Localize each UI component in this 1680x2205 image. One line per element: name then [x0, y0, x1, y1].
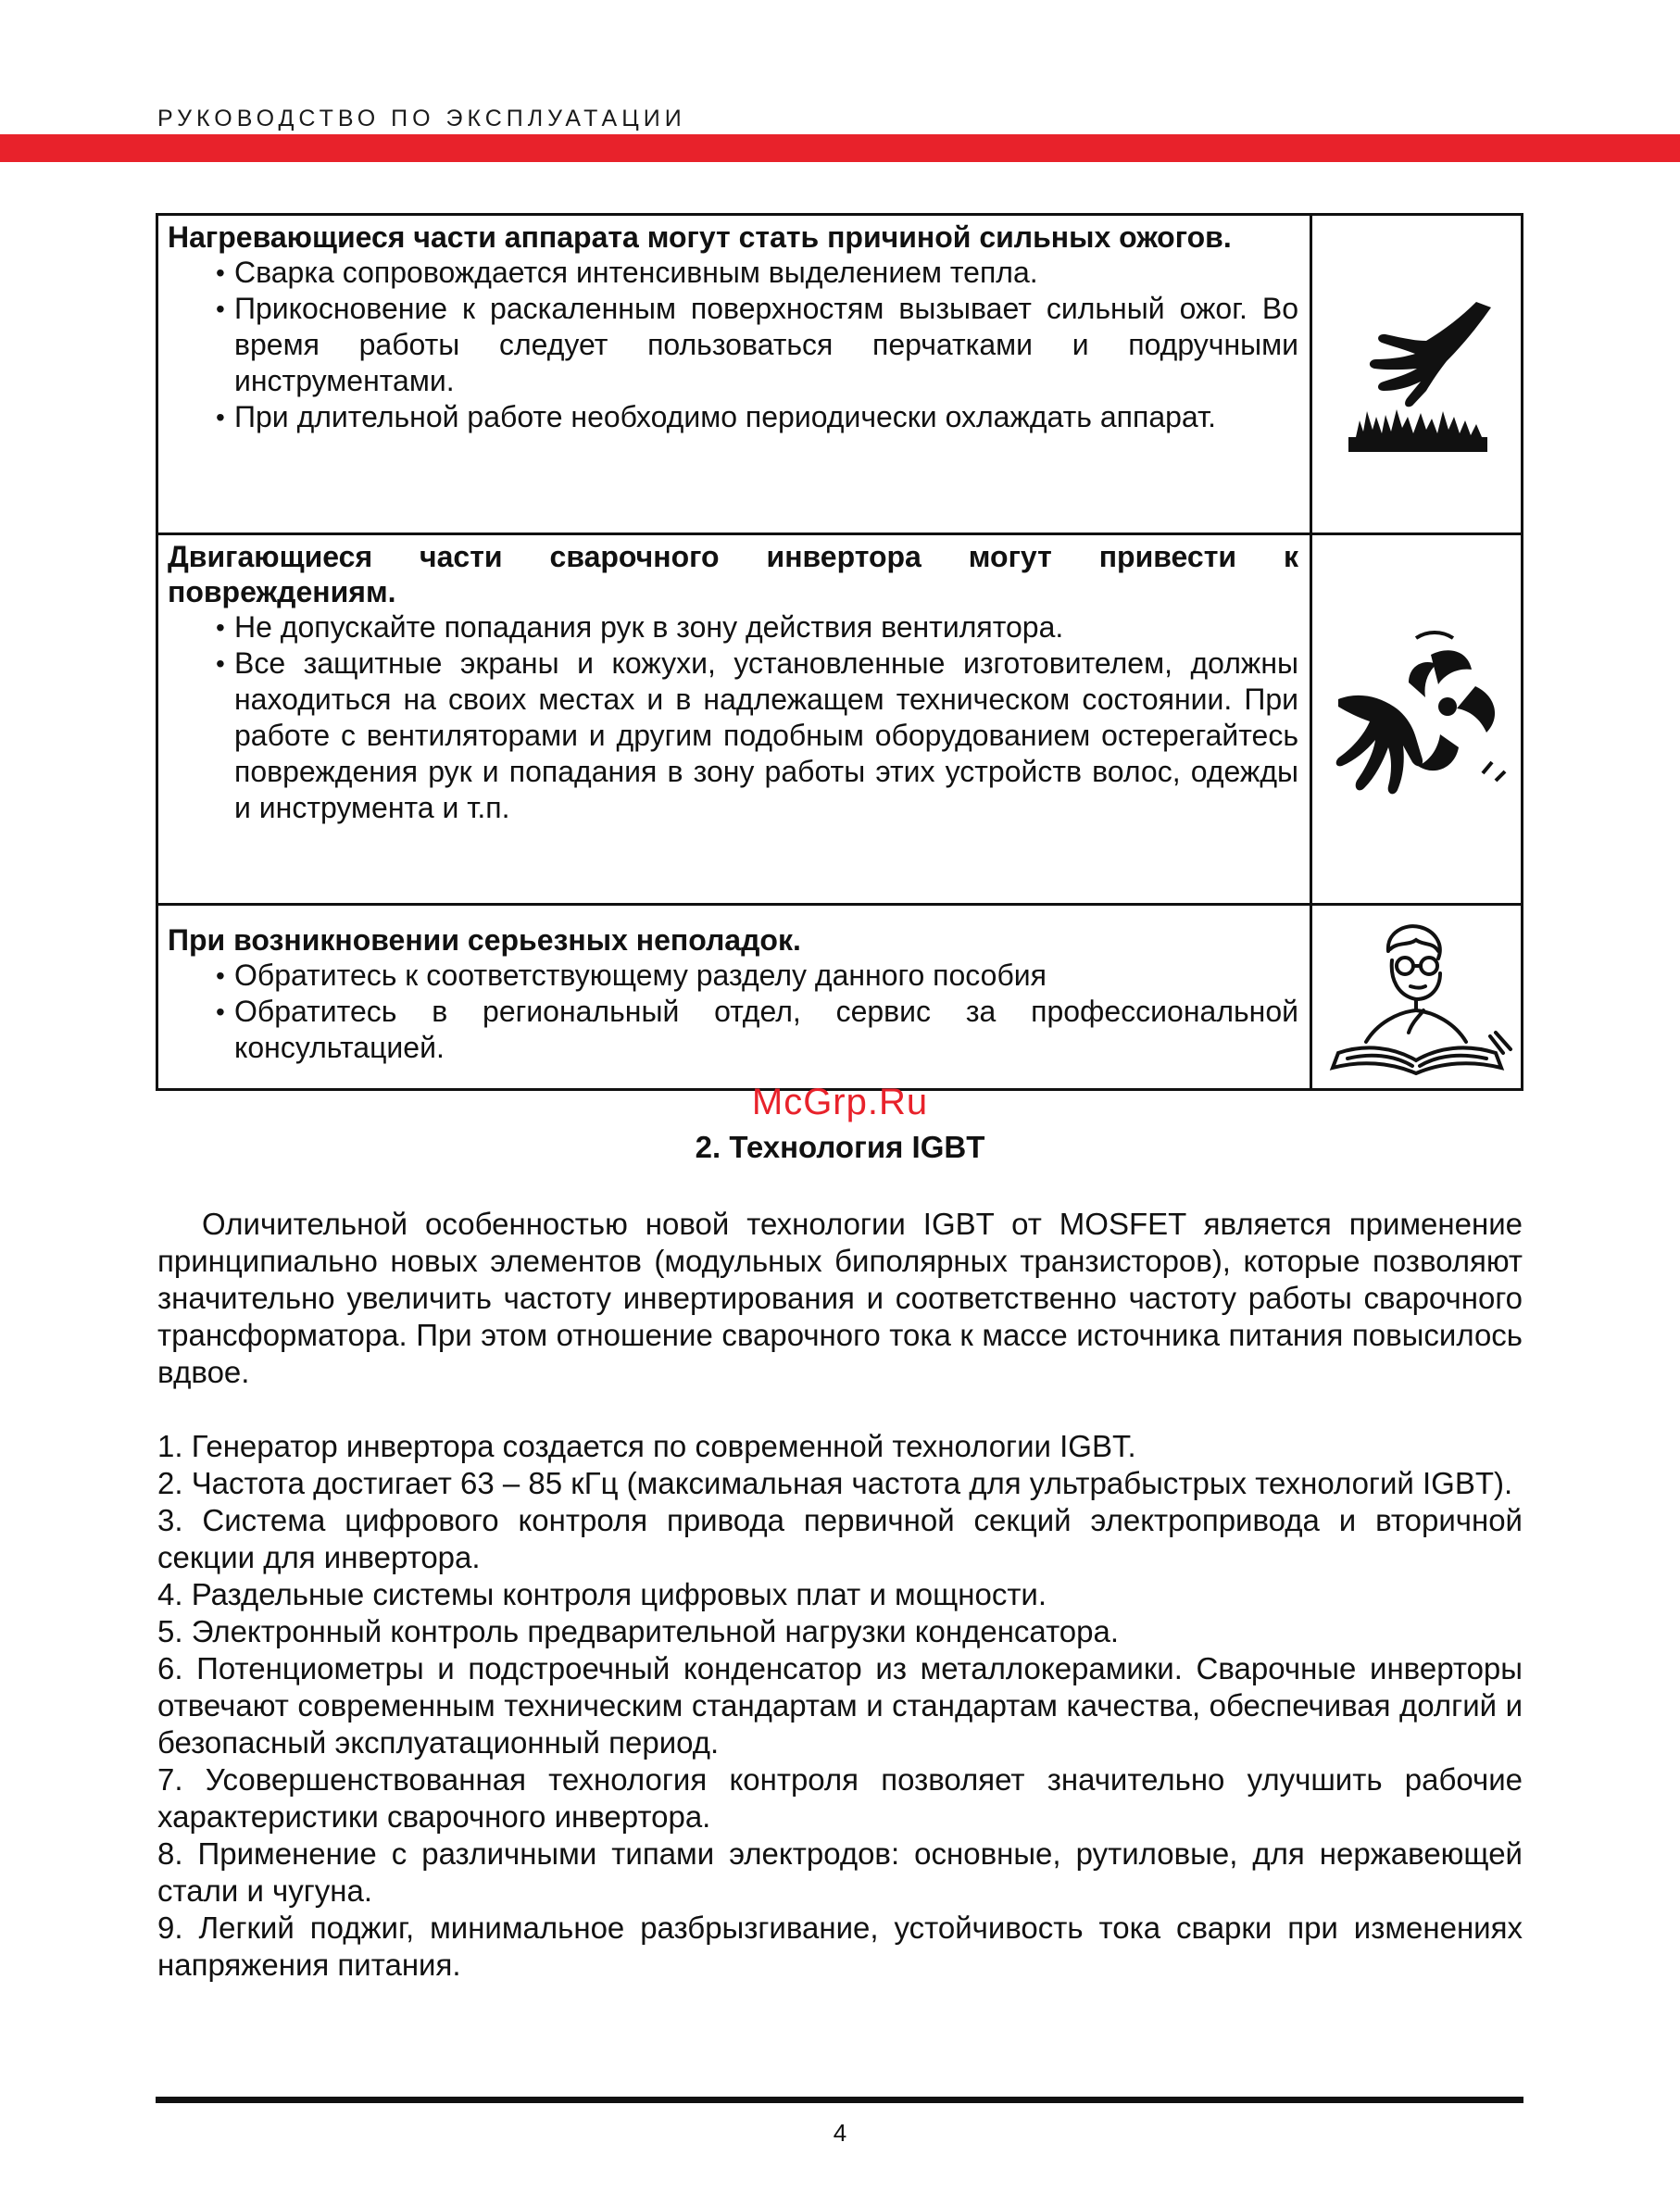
safety-bullet-list: [168, 609, 1298, 826]
section-title: 2. Технология IGBT: [695, 1130, 985, 1164]
safety-bullet: • Обратитесь к соответствующему разделу данного пособия: [234, 958, 1298, 994]
safety-row-hot-parts: [157, 215, 1523, 534]
header-red-band: [0, 134, 1680, 162]
igbt-feature-list: [157, 1428, 1523, 1984]
safety-heading: Нагревающиеся части аппарата могут стать причиной сильных ожогов.: [168, 220, 1232, 254]
safety-bullet: • Сварка сопровождается интенсивным выделением тепла.: [234, 255, 1298, 291]
safety-bullet-list: [168, 255, 1298, 435]
safety-bullet: • Все защитные экраны и кожухи, установленные изготовителем, должны находиться на своих местах и в надлежащем техническом состоянии. При работе с вентиляторами и другим подобным оборудованием остерегайтесь повреждения рук и попадания в зону работы этих устройств волос, одежды и инструмента и т.п.: [234, 645, 1298, 826]
watermark-text: McGrp.Ru: [751, 1082, 929, 1122]
person-reading-manual-icon: [1320, 914, 1514, 1081]
safety-bullet-list: [168, 958, 1298, 1066]
safety-heading: При возникновении серьезных неполадок.: [168, 923, 801, 957]
fan-hand-icon: [1320, 618, 1514, 821]
feature-item: 9. Легкий поджиг, минимальное разбрызгивание, устойчивость тока сварки при изменениях напряжения питания.: [157, 1911, 1523, 1982]
feature-item: 6. Потенциометры и подстроечный конденсатор из металлокерамики. Сварочные инверторы отвечают современным техническим стандартам и стандартам качества, обеспечивая долгий и безопасный эксплуатационный период.: [157, 1651, 1523, 1760]
hot-surface-hand-icon: [1324, 282, 1510, 467]
feature-item: 8. Применение с различными типами электродов: основные, рутиловые, для нержавеющей стали и чугуна.: [157, 1836, 1523, 1908]
safety-bullet: • Прикосновение к раскаленным поверхностям вызывает сильный ожог. Во время работы следует пользоваться перчатками и подручными инструментами.: [234, 291, 1298, 399]
safety-row-serious-faults: [157, 905, 1523, 1090]
safety-row-moving-parts: [157, 534, 1523, 905]
document-header-title: РУКОВОДСТВО ПО ЭКСПЛУАТАЦИИ: [157, 106, 686, 132]
safety-bullet: • Обратитесь в региональный отдел, сервис за профессиональной консультацией.: [234, 994, 1298, 1066]
safety-heading: Двигающиеся части сварочного инвертора могут привести к повреждениям.: [168, 540, 1298, 608]
feature-item: 3. Система цифрового контроля привода первичной секций электропривода и вторичной секции для инвертора.: [157, 1503, 1523, 1574]
page-number: 4: [833, 2119, 847, 2147]
safety-row-hot-parts-text: [157, 215, 1311, 534]
safety-row-serious-faults-text: [157, 905, 1311, 1090]
feature-item: 7. Усовершенствованная технология контроля позволяет значительно улучшить рабочие характеристики сварочного инвертора.: [157, 1762, 1523, 1834]
safety-warnings-table: [156, 213, 1523, 1091]
feature-item: 1. Генератор инвертора создается по современной технологии IGBT.: [157, 1429, 1136, 1463]
footer-divider: [156, 2097, 1523, 2103]
safety-row-moving-parts-text: [157, 534, 1311, 905]
safety-bullet: • При длительной работе необходимо периодически охлаждать аппарат.: [234, 399, 1298, 435]
feature-item: 2. Частота достигает 63 – 85 кГц (максимальная частота для ультрабыстрых технологий IGBT).: [157, 1466, 1513, 1500]
feature-item: 5. Электронный контроль предварительной нагрузки конденсатора.: [157, 1614, 1120, 1648]
feature-item: 4. Раздельные системы контроля цифровых плат и мощности.: [157, 1577, 1047, 1611]
section-intro-paragraph: Оличительной особенностью новой технологии IGBT от MOSFET является применение принципиально новых элементов (модульных биполярных транзисторов), которые позволяют значительно увеличить частоту инвертирования и соответственно частоту работы сварочного трансформатора. При этом отношение сварочного тока к массе источника питания повысилось вдвое.: [157, 1207, 1523, 1389]
safety-row-hot-parts-pictogram: [1311, 215, 1523, 534]
safety-row-serious-faults-pictogram: [1311, 905, 1523, 1090]
safety-bullet: • Не допускайте попадания рук в зону действия вентилятора.: [234, 609, 1298, 645]
safety-row-moving-parts-pictogram: [1311, 534, 1523, 905]
